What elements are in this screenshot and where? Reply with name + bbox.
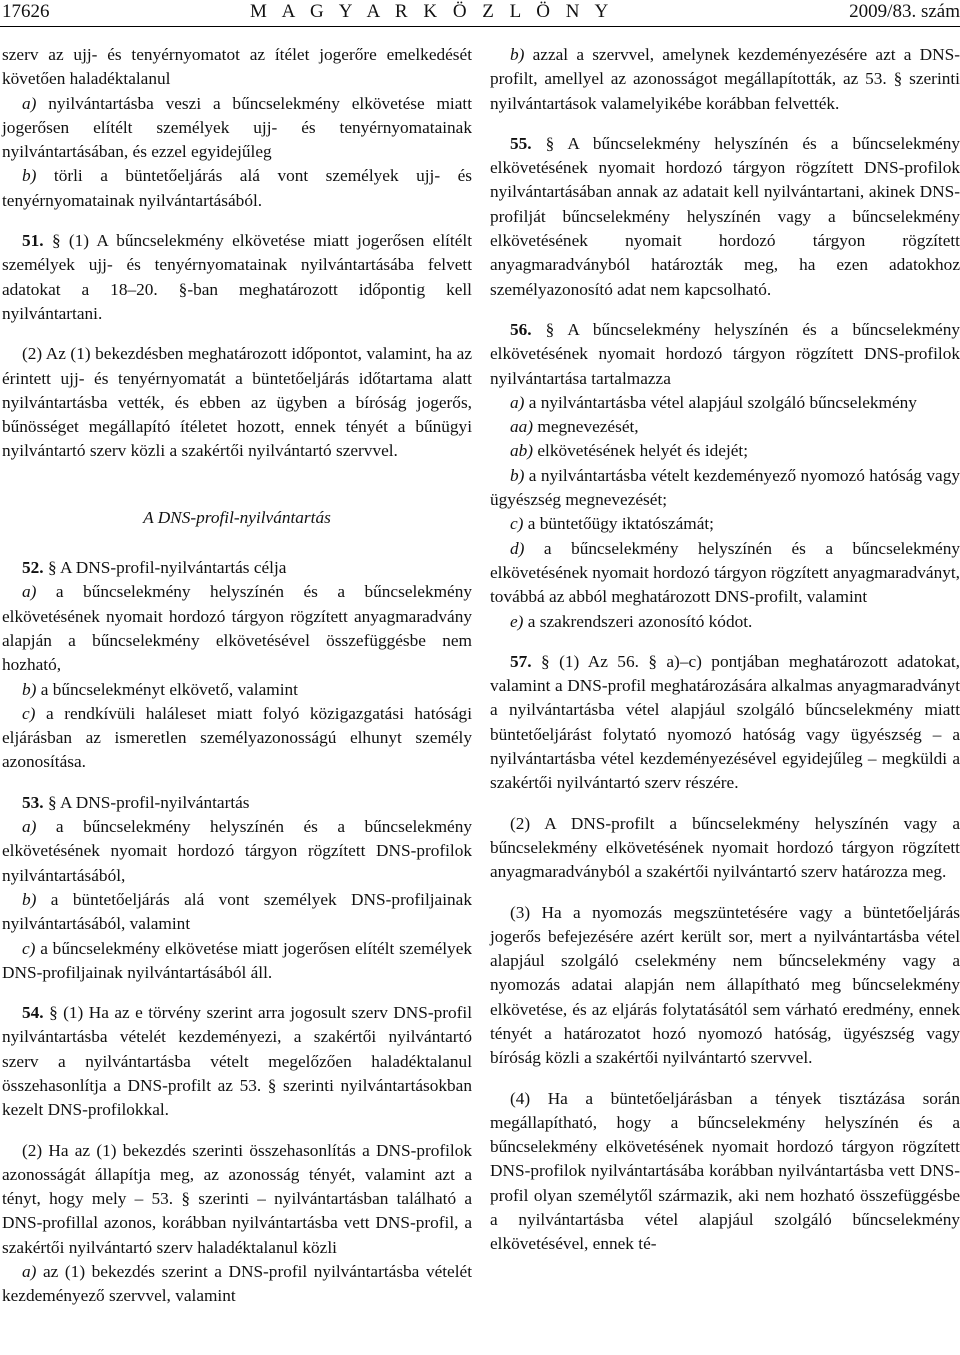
paragraph-text: megnevezését, [537, 417, 639, 437]
section-number: 54. [22, 1003, 44, 1023]
paragraph-text: törli a büntetőeljárás alá vont személyek ujj- és tenyérnyomatainak nyilvántartásából. [2, 166, 472, 210]
list-item [2, 888, 472, 937]
list-item [2, 678, 472, 702]
point-label: aa) [510, 417, 534, 437]
section-number: 52. [22, 558, 44, 578]
left-column [2, 43, 472, 1309]
section-paragraph [490, 132, 960, 302]
list-item [2, 1260, 472, 1309]
section-number: 56. [510, 319, 532, 339]
section-number: 55. [510, 133, 532, 153]
paragraph-text: a bűncselekmény helyszínén és a bűncselekmény elkövetésének nyomait hordozó tárgyon rögzített anyagmaradványt, továbbá az abból meghatározott DNS-profilt, valamint [490, 538, 960, 607]
paragraph [2, 43, 472, 92]
paragraph [2, 342, 472, 463]
paragraph-text: (4) Ha a büntetőeljárásban a tények tisztázása során megállapítható, hogy a bűncselekmény helyszínén és a bűncselekmény elkövetésének nyomait hordozó tárgyon rögzített DNS-profilok nyilvántartásába korábban nyilvántartásba vett DNS-profil olyan személytől származik, aki nem hozható összefüggésbe a nyilvántartásba vétel alapjául szolgáló bűncselekmény elkövetésével, ennek té- [490, 1088, 960, 1254]
point-label: c) [510, 514, 524, 534]
paragraph-text: (2) Ha az (1) bekezdés szerinti összehasonlítás a DNS-profilok azonosságát állapítja meg, az azonosság tényét, valamint azt a tényt, hogy mely – 53. § szerinti – nyilvántartásban található a DNS-profillal azonos, korábban nyilvántartásba vett DNS-profil, a szakértői nyilvántartó szerv haladéktalanul közli [2, 1140, 472, 1257]
list-item [490, 415, 960, 439]
list-item [2, 164, 472, 213]
section-number: 57. [510, 651, 532, 671]
paragraph [490, 901, 960, 1071]
point-label: b) [510, 465, 525, 485]
list-item [2, 92, 472, 165]
paragraph-text: azzal a szervvel, amelynek kezdeményezésére azt a DNS-profilt, amellyel az azonosságot megállapították, az 53. § szerinti nyilvántartások valamelyikébe korábban felvették. [490, 45, 960, 113]
paragraph [490, 812, 960, 885]
paragraph-text: elkövetésének helyét és idejét; [537, 441, 749, 461]
point-label: a) [22, 582, 37, 602]
journal-title: M A G Y A R K Ö Z L Ö N Y [250, 1, 614, 22]
list-item [490, 391, 960, 415]
issue-number: 2009/83. szám [849, 1, 960, 22]
point-label: ab) [510, 441, 534, 461]
point-label: a) [22, 93, 37, 113]
paragraph-text: § (1) Az 56. § a)–c) pontjában meghatározott adatokat, valamint a DNS-profil meghatározására alkalmas anyagmaradványt a nyilvántartásba vétel alapjául szolgáló bűncselekmény miatt büntetőeljárást folytató nyomozó hatóság vagy ügyészség – a nyilvántartásba vétel kezdeményezésével egyidejűleg – megküldi a szakértői nyilvántartó szerv részére. [490, 651, 960, 793]
section-paragraph [2, 556, 472, 580]
section-paragraph [2, 1001, 472, 1122]
paragraph-text: § A bűncselekmény helyszínén és a bűncselekmény elkövetésének nyomait hordozó tárgyon rögzített DNS-profilok nyilvántartása tartalmazza [490, 319, 960, 388]
right-column [490, 43, 960, 1257]
paragraph-text: nyilvántartásba veszi a bűncselekmény elkövetése miatt jogerősen elítélt személyek ujj- és tenyérnyomatainak nyilvántartásában, és ezzel egyidejűleg [2, 93, 472, 162]
paragraph-text: § A DNS-profil-nyilvántartás [47, 792, 250, 812]
section-number: 51. [22, 231, 44, 251]
header-rule [0, 26, 960, 27]
section-number: 53. [22, 792, 44, 812]
paragraph-text: a büntetőügy iktatószámát; [527, 514, 714, 534]
paragraph [2, 1139, 472, 1260]
paragraph-text: (2) A DNS-profilt a bűncselekmény helyszínén vagy a bűncselekmény elkövetésének nyomait hordozó tárgyon rögzített anyagmaradványból a szakértői nyilvántartó szerv határozza meg. [490, 813, 960, 882]
point-label: b) [510, 45, 525, 64]
point-label: c) [22, 938, 36, 958]
list-item [2, 702, 472, 775]
list-item [2, 815, 472, 888]
point-label: b) [22, 679, 37, 699]
paragraph-text: § (1) Ha az e törvény szerint arra jogosult szerv DNS-profil nyilvántartásba vételét kezdeményezi, a szakértői nyilvántartó szerv a nyilvántartásba vételt megelőzően haladéktalanul összehasonlítja a DNS-profilt az 53. § szerinti nyilvántartásokban kezelt DNS-profilokkal. [2, 1003, 472, 1120]
list-item [490, 43, 960, 116]
section-paragraph [2, 791, 472, 815]
list-item [490, 512, 960, 536]
paragraph-text: a nyilvántartásba vétel alapjául szolgáló bűncselekmény [528, 392, 917, 412]
point-label: a) [22, 1262, 37, 1282]
point-label: d) [510, 538, 525, 558]
list-item [490, 464, 960, 513]
paragraph-text: a szakrendszeri azonosító kódot. [527, 611, 753, 631]
list-item [2, 937, 472, 986]
paragraph-text: a bűncselekmény helyszínén és a bűncselekmény elkövetésének nyomait hordozó tárgyon rögzített DNS-profilok nyilvántartásából, [2, 817, 472, 885]
paragraph-text: a bűncselekmény helyszínén és a bűncselekmény elkövetésének nyomait hordozó tárgyon rögzített anyagmaradvány alapján a bűncselekmény elkövetésével összefüggésbe nem hozható, [2, 582, 472, 675]
point-label: b) [22, 889, 37, 909]
paragraph-text: a rendkívüli haláleset miatt folyó közigazgatási hatósági eljárásban az ismeretlen személyazonosságú elhunyt személy azonosítása. [2, 703, 472, 772]
point-label: c) [22, 703, 36, 723]
paragraph-text: § (1) A bűncselekmény elkövetése miatt jogerősen elítélt személyek ujj- és tenyérnyomatainak nyilvántartásába felvett adatokat a 18–20. §-ban meghatározott időpontig kell nyilvántartani. [2, 231, 472, 323]
paragraph [490, 1087, 960, 1257]
paragraph-text: az (1) bekezdés szerint a DNS-profil nyilvántartásba vételét kezdeményező szervvel, valamint [2, 1262, 472, 1306]
paragraph-text: a nyilvántartásba vételt kezdeményező nyomozó hatóság vagy ügyészség megnevezését; [490, 465, 960, 510]
paragraph-text: a büntetőeljárás alá vont személyek DNS-profiljainak nyilvántartásából, valamint [2, 889, 472, 934]
paragraph-text: § A bűncselekmény helyszínén és a bűncselekmény elkövetésének nyomait hordozó tárgyon rögzített DNS-profilok nyilvántartásában annak az adatait kell nyilvántartani, akinek DNS-profilját bűncselekmény helyszínén vagy a bűncselekmény elkövetésének nyomait hordozó tárgyon rögzített anyagmaradványból határozták meg, ha ezen adatokhoz személyazonosító adat nem kapcsolható. [490, 133, 960, 299]
list-item [490, 610, 960, 634]
list-item [490, 537, 960, 610]
point-label: a) [510, 392, 525, 412]
list-item [2, 580, 472, 677]
section-paragraph [2, 229, 472, 326]
section-paragraph [490, 650, 960, 796]
paragraph-text: (3) Ha a nyomozás megszüntetésére vagy a büntetőeljárás jogerős befejezésére azért került sor, mert a nyilvántartásba vétel alapjául szolgáló cselekmény nem bűncselekmény vagy a nyomozás adatai alapján nem állapítható meg bűncselekmény elkövetése, és az eljárás folytatásától sem várható eredmény, ennek tényét a határozatot hozó nyomozó hatóság, ügyészség vagy bíróság közli a szakértői nyilvántartó szervvel. [490, 902, 960, 1068]
paragraph-text: (2) Az (1) bekezdésben meghatározott időpontot, valamint, ha az érintett ujj- és tenyérnyomatát a büntetőeljárás időtartama alatt nyilvántartásba vették, és ebben az ügyben a bíróság jogerős, bűnösséget megállapító ítéletet hozott, ennek tényét a bűnügyi nyilvántartó szerv közli a szakértői nyilvántartó szervvel. [2, 344, 472, 461]
paragraph-text: a bűncselekmény elkövetése miatt jogerősen elítélt személyek DNS-profiljainak nyilvántartásából áll. [2, 938, 473, 982]
section-paragraph [490, 318, 960, 391]
list-item [490, 439, 960, 463]
page-number: 17626 [2, 1, 50, 22]
paragraph-text: § A DNS-profil-nyilvántartás célja [47, 558, 287, 578]
paragraph-text: szerv az ujj- és tenyérnyomatot az ítélet jogerőre emelkedését követően haladéktalanul [2, 45, 472, 89]
point-label: b) [22, 166, 37, 186]
point-label: a) [22, 817, 37, 837]
section-heading: A DNS-profil-nyilvántartás [143, 507, 331, 527]
paragraph-text: a bűncselekményt elkövető, valamint [40, 679, 298, 699]
point-label: e) [510, 611, 524, 631]
